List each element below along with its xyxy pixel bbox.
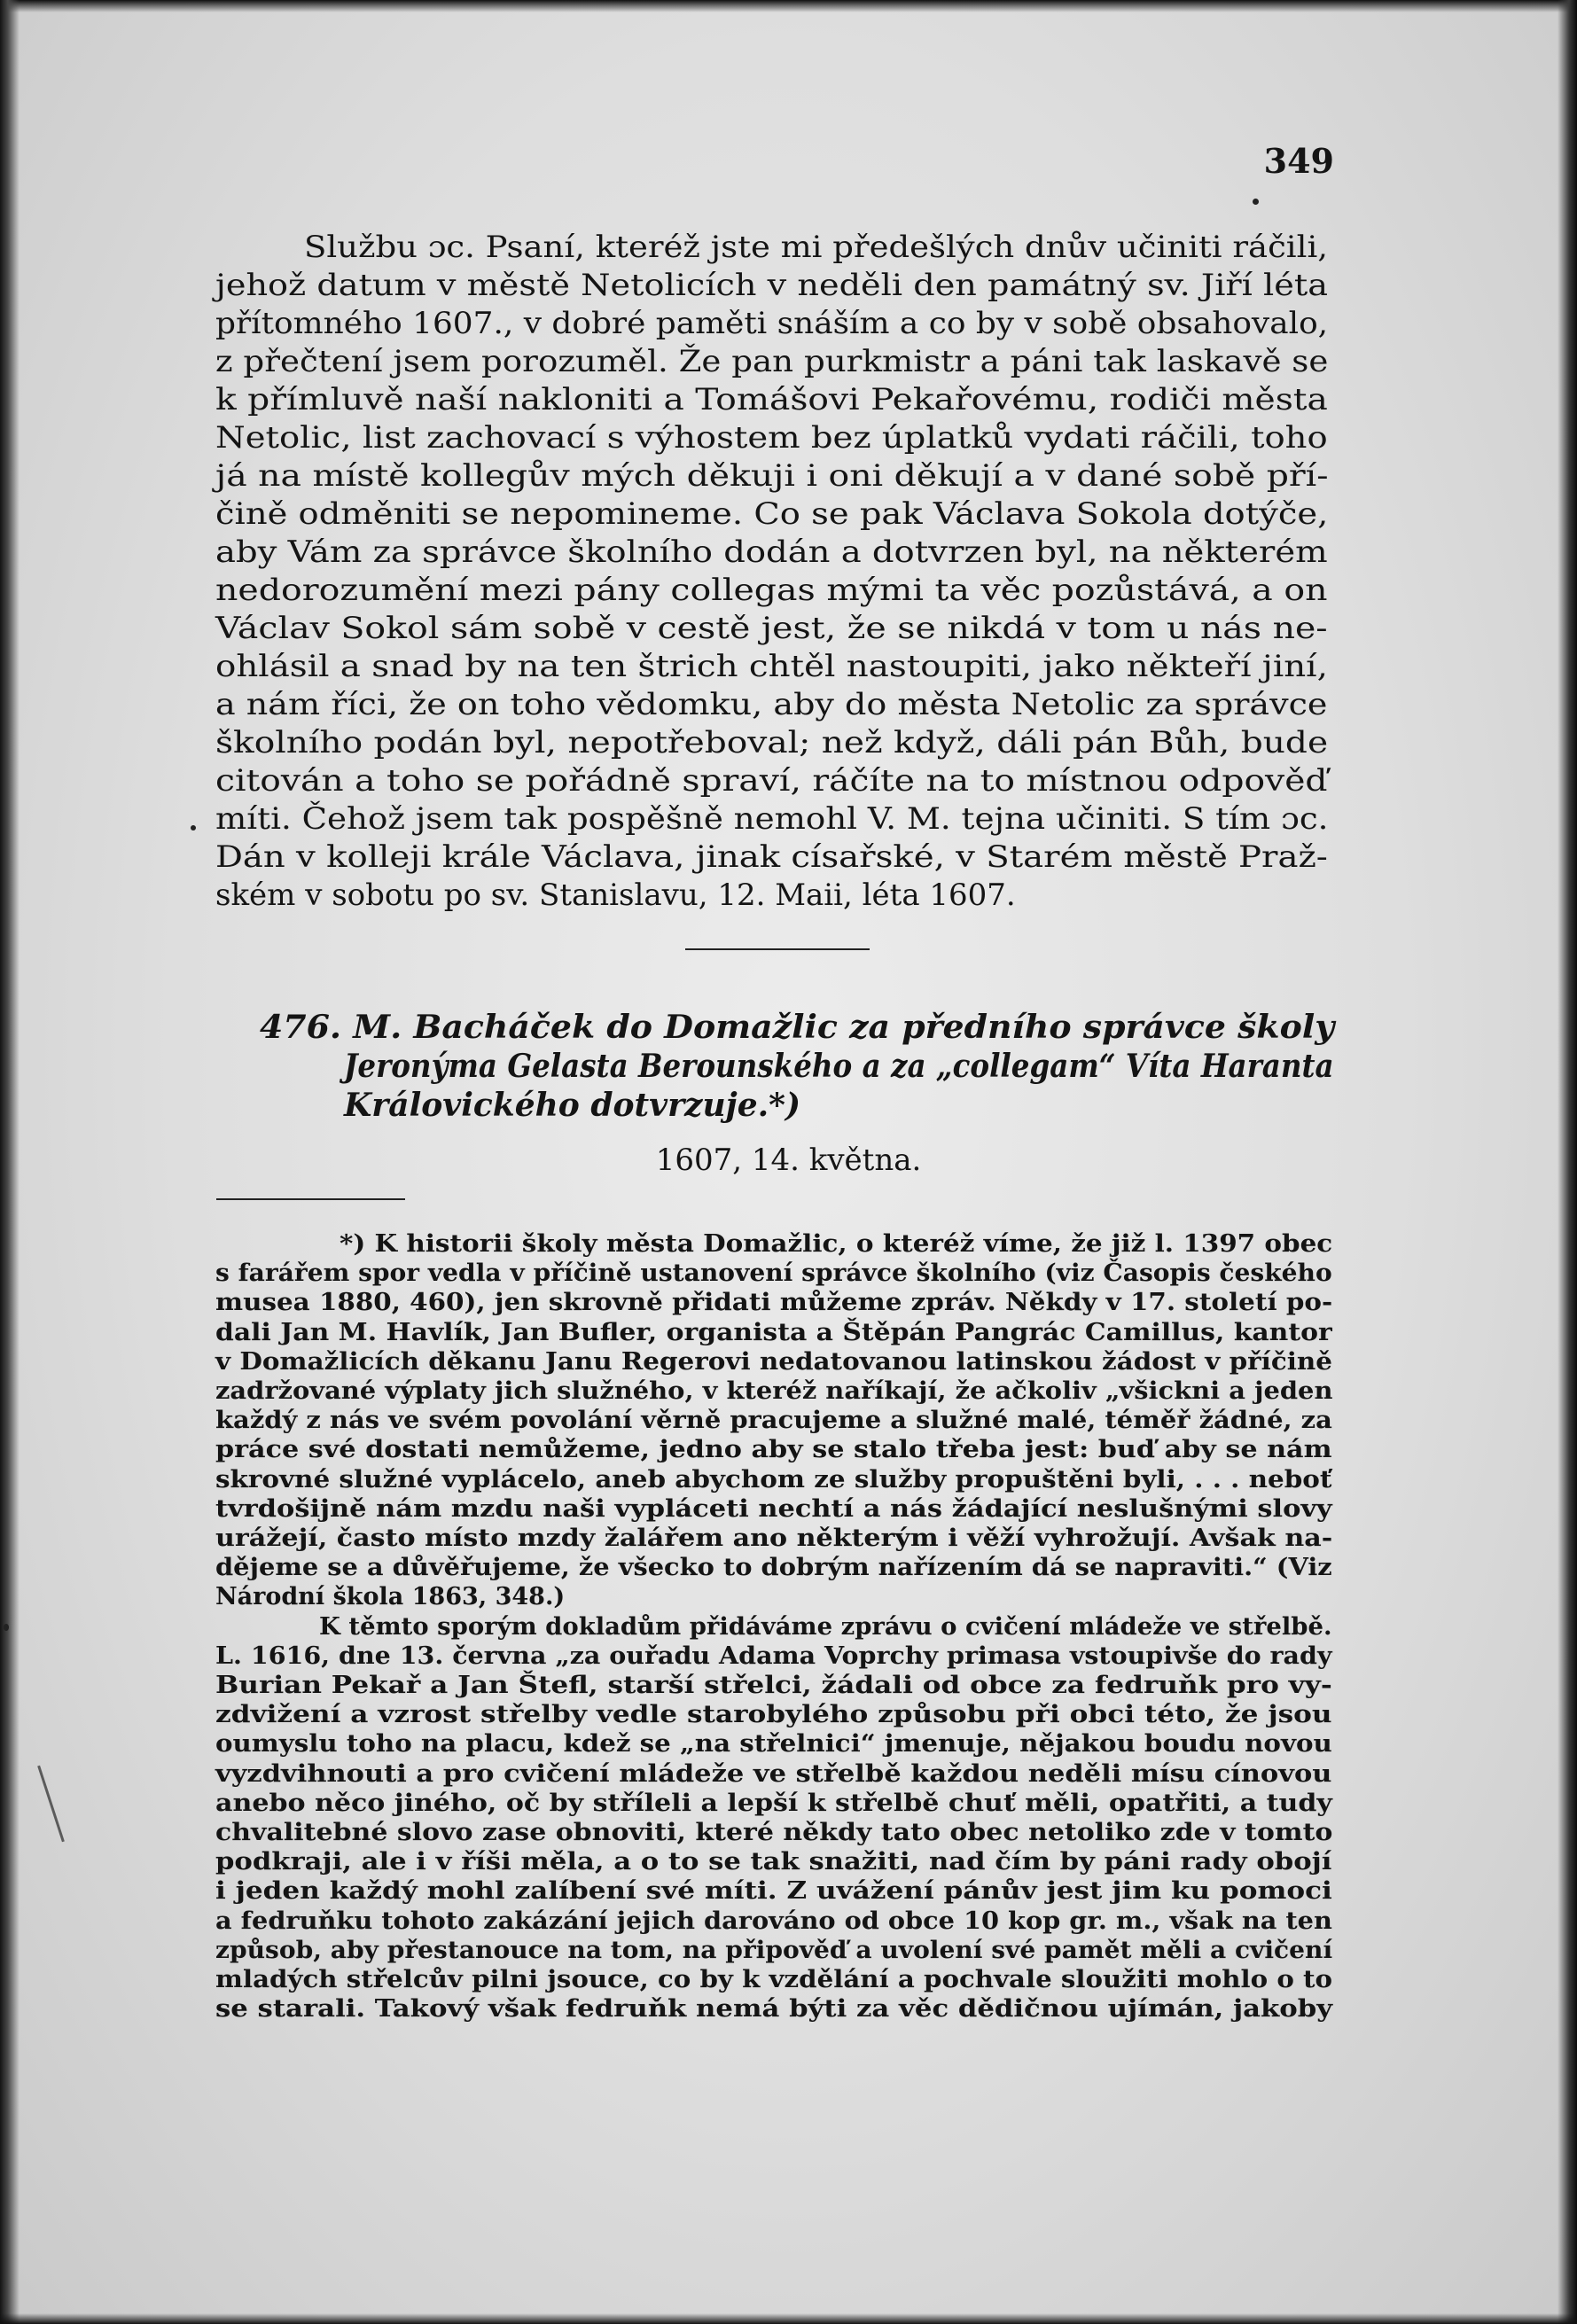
footnote-line: Národní škola 1863, 348.)	[215, 1583, 566, 1611]
footnote-divider	[216, 1198, 405, 1200]
main-text-line: citován a toho se pořádně spraví, ráčíte na to místnou odpověď	[215, 763, 1328, 799]
main-text-line: a nám říci, že on toho vědomku, aby do města Netolic za správce	[215, 687, 1328, 722]
footnote-line: tvrdošijně nám mzdu naši vypláceti nechtí a nás žádající neslušnými slovy	[215, 1494, 1332, 1523]
scan-edge-bottom	[0, 2313, 1577, 2324]
main-text-line: nedorozumění mezi pány collegas mými ta věc pozůstává, a on	[215, 573, 1328, 608]
main-text-line: jehož datum v městě Netolicích v neděli den památný sv. Jiří léta	[215, 268, 1328, 303]
footnote-line: L. 1616, dne 13. června „za ouřadu Adama Voprchy primasa vstoupivše do rady	[215, 1642, 1332, 1670]
section-divider	[685, 948, 870, 950]
scan-edge-top	[0, 0, 1577, 12]
main-text-line: míti. Čehož jsem tak pospěšně nemohl V. M. tejna učiniti. S tím ɔc.	[215, 801, 1329, 837]
footnote-line: *) K historii školy města Domažlic, o kteréž víme, že již l. 1397 obec	[340, 1230, 1333, 1258]
main-text-line: přítomného 1607., v dobré paměti snáším a co by v sobě obsahovalo,	[215, 306, 1329, 341]
scan-speck	[1253, 199, 1259, 205]
footnote-line: oumyslu toho na placu, kdež se „na střelnici“ jmenuje, nějakou boudu novou	[215, 1730, 1332, 1759]
footnote-line: dali Jan M. Havlík, Jan Bufler, organista a Štěpán Pangrác Camillus, kantor	[215, 1318, 1332, 1346]
footnote-line: skrovné služné vyplácelo, aneb abychom ze služby propuštěni byli, . . . neboť	[215, 1465, 1332, 1493]
footnote-line: Burian Pekař a Jan Štefl, starší střelci, žádali od obce za fedruňk pro vy-	[215, 1672, 1332, 1699]
footnote-line: musea 1880, 460), jen skrovně přidati můžeme zpráv. Někdy v 17. století po-	[215, 1289, 1333, 1317]
footnote-line: práce své dostati nemůžeme, jedno aby se stalo třeba jest: buď aby se nám	[215, 1436, 1332, 1464]
scan-speck	[4, 1624, 9, 1631]
footnote-line: zdvižení a vzrost střelby vedle starobylého způsobu při obci této, že jsou	[215, 1701, 1332, 1729]
footnote-line: v Domažlicích děkanu Janu Regerovi nedatovanou latinskou žádost v příčině	[215, 1347, 1332, 1376]
main-text-line: ohlásil a snad by na ten štrich chtěl nastoupiti, jako někteří jiní,	[215, 649, 1328, 684]
footnote-line: dějeme se a důvěřujeme, že všecko to dobrým nařízením dá se napraviti.“ (Viz	[215, 1554, 1332, 1582]
footnote-line: podkraji, ale i v říši měla, a o to se tak snažiti, nad čím by páni rady obojí	[215, 1848, 1332, 1876]
footnote-line: urážejí, často místo mzdy žalářem ano některým i věží vyhrožují. Avšak na-	[215, 1525, 1333, 1552]
main-text-line: Václav Sokol sám sobě v cestě jest, že se nikdá v tom u nás ne-	[215, 611, 1328, 646]
main-text-line: Dán v kolleji krále Václava, jinak císařské, v Starém městě Praž-	[215, 839, 1328, 875]
footnote-line: K těmto sporým dokladům přidáváme zprávu o cvičení mládeže ve střelbě.	[319, 1612, 1332, 1641]
main-text-line: k přímluvě naší nakloniti a Tomášovi Pekařovému, rodiči města	[215, 382, 1328, 417]
main-text-line: ském v sobotu po sv. Stanislavu, 12. Maii, léta 1607.	[215, 877, 1016, 913]
main-text-line: z přečtení jsem porozuměl. Že pan purkmistr a páni tak laskavě se	[215, 344, 1329, 379]
heading-line: Jeronýma Gelasta Berounského a za „collegam“ Víta Haranta	[344, 1048, 1334, 1085]
main-text-line: čině odměniti se nepomineme. Co se pak Václava Sokola dotýče,	[215, 496, 1329, 532]
footnote-line: s farářem spor vedla v příčině ustanovení správce školního (viz Časopis českého	[215, 1259, 1332, 1288]
scan-mark	[37, 1766, 65, 1843]
footnote-line: každý z nás ve svém povolání věrně pracujeme a služné malé, téměř žádné, za	[215, 1407, 1332, 1435]
heading-line: Královického dotvrzuje.*)	[344, 1087, 800, 1124]
footnote-line: anebo něco jiného, oč by stříleli a lepší k střelbě chuť měli, opatřiti, a tudy	[215, 1789, 1332, 1817]
footnote-line: a fedruňku tohoto zakázání jejich darováno od obce 10 kop gr. m., však na ten	[215, 1907, 1332, 1935]
footnote-line: i jeden každý mohl zalíbení své míti. Z uvážení pánův jest jim ku pomoci	[215, 1877, 1332, 1906]
page-number: 349	[1263, 141, 1334, 181]
main-text-line: aby Vám za správce školního dodán a dotvrzen byl, na některém	[215, 534, 1328, 570]
footnote-line: zadržované výplaty jich služného, v kteréž naříkají, že ačkoliv „všickni a jeden	[215, 1377, 1333, 1405]
scan-speck	[191, 825, 196, 831]
main-text-line: Netolic, list zachovací s výhostem bez úplatků vydati ráčili, toho	[215, 420, 1328, 456]
footnote-line: se starali. Takový však fedruňk nemá býti za věc dědičnou ujímán, jakoby	[215, 1995, 1333, 2024]
main-text-line: Službu ɔc. Psaní, kteréž jste mi předešlých dnův učiniti ráčili,	[304, 230, 1329, 265]
document-date: 1607, 14. května.	[655, 1143, 922, 1178]
footnote-line: způsob, aby přestanouce na tom, na připověď a uvolení své pamět měli a cvičení	[215, 1936, 1333, 1964]
footnote-line: chvalitebné slovo zase obnoviti, které někdy tato obec netoliko zde v tomto	[215, 1819, 1333, 1846]
main-text-line: já na místě kollegův mých děkuji i oni děkují a v dané sobě pří-	[215, 458, 1329, 494]
main-text-line: školního podán byl, nepotřeboval; než když, dáli pán Bůh, bude	[215, 725, 1329, 760]
heading-line: 476. M. Bacháček do Domažlic za předního správce školy	[260, 1009, 1335, 1046]
footnote-line: vyzdvihnouti a pro cvičení mládeže ve střelbě každou neděli mísu cínovou	[215, 1759, 1332, 1788]
footnote-line: mladých střelcův pilni jsouce, co by k vzdělání a pochvale sloužiti mohlo o to	[215, 1966, 1333, 1993]
